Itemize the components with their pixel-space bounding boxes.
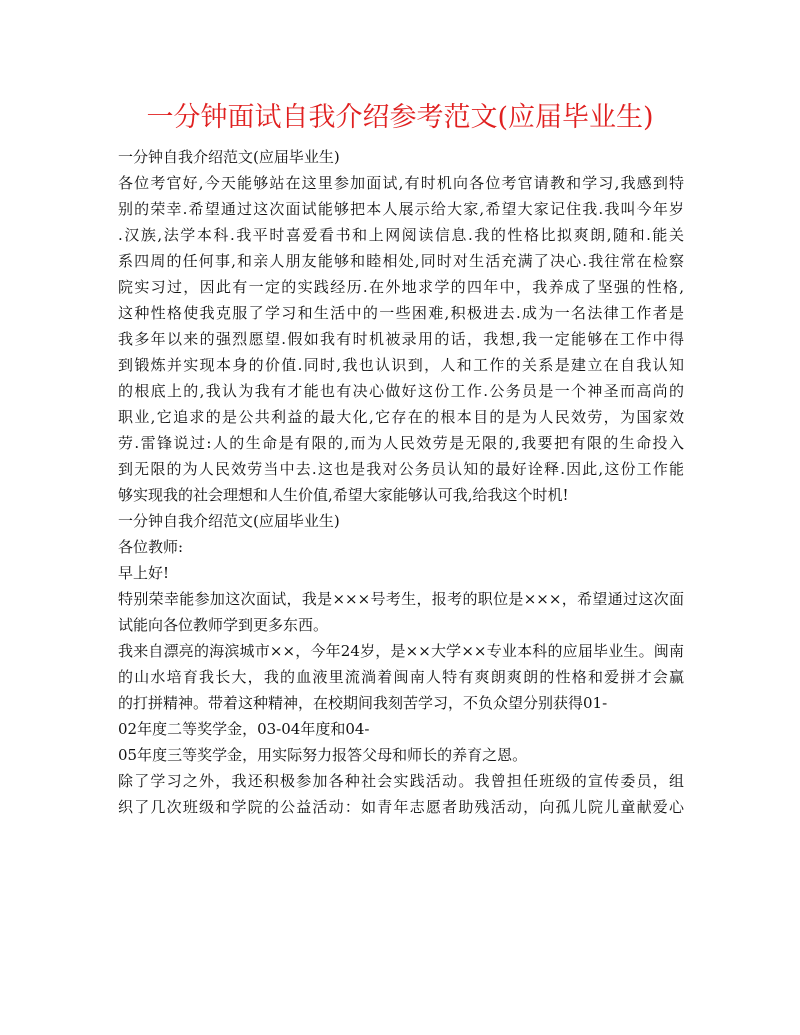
- section-heading: 一分钟自我介绍范文(应届毕业生): [118, 148, 340, 166]
- body-line: 别的荣幸.希望通过这次面试能够把本人展示给大家,希望大家记住我.我叫今年岁: [118, 200, 684, 218]
- body-line: 到无限的为人民效劳当中去.这也是我对公务员认知的最好诠释.因此,这份工作能: [118, 460, 684, 478]
- body-line: .汉族,法学本科.我平时喜爱看书和上网阅读信息.我的性格比拟爽朗,随和.能关: [118, 226, 684, 244]
- body-line: 05年度三等奖学金，用实际努力报答父母和师长的养育之恩。: [118, 746, 528, 764]
- body-line: 院实习过，因此有一定的实践经历.在外地求学的四年中，我养成了坚强的性格,: [118, 278, 684, 296]
- body-line: 各位考官好,今天能够站在这里参加面试,有时机向各位考官请教和学习,我感到特: [118, 174, 684, 192]
- body-line: 试能向各位教师学到更多东西。: [118, 616, 329, 634]
- body-line: 我多年以来的强烈愿望.假如我有时机被录用的话，我想,我一定能够在工作中得: [118, 330, 684, 348]
- greeting: 早上好!: [118, 564, 170, 582]
- body-line: 织了几次班级和学院的公益活动：如青年志愿者助残活动，向孤儿院儿童献爱心: [118, 798, 684, 816]
- body-line: 的根底上的,我认为我有才能也有决心做好这份工作.公务员是一个神圣而高尚的: [118, 382, 684, 400]
- body-line: 02年度二等奖学金，03-04年度和04-: [118, 720, 370, 738]
- section-heading: 一分钟自我介绍范文(应届毕业生): [118, 512, 340, 530]
- salutation: 各位教师:: [118, 538, 184, 556]
- document-title: 一分钟面试自我介绍参考范文(应届毕业生): [146, 102, 654, 133]
- body-line: 我来自漂亮的海滨城市××，今年24岁，是××大学××专业本科的应届毕业生。闽南: [118, 642, 684, 660]
- body-line: 够实现我的社会理想和人生价值,希望大家能够认可我,给我这个时机!: [118, 486, 569, 504]
- body-line: 到锻炼并实现本身的价值.同时,我也认识到，人和工作的关系是建立在自我认知: [118, 356, 684, 374]
- body-line: 特别荣幸能参加这次面试，我是×××号考生，报考的职位是×××，希望通过这次面: [118, 590, 684, 608]
- body-line: 的打拼精神。带着这种精神，在校期间我刻苦学习，不负众望分别获得01-: [118, 694, 608, 712]
- document-body: [118, 144, 684, 820]
- body-line: 的山水培育我长大，我的血液里流淌着闽南人特有爽朗爽朗的性格和爱拼才会赢: [118, 668, 684, 686]
- body-line: 这种性格使我克服了学习和生活中的一些困难,积极进去.成为一名法律工作者是: [118, 304, 684, 322]
- body-line: 系四周的任何事,和亲人朋友能够和睦相处,同时对生活充满了决心.我往常在检察: [118, 252, 684, 270]
- body-line: 劳.雷锋说过:人的生命是有限的,而为人民效劳是无限的,我要把有限的生命投入: [118, 434, 684, 452]
- body-line: 除了学习之外，我还积极参加各种社会实践活动。我曾担任班级的宣传委员，组: [118, 772, 684, 790]
- body-line: 职业,它追求的是公共利益的最大化,它存在的根本目的是为人民效劳，为国家效: [118, 408, 684, 426]
